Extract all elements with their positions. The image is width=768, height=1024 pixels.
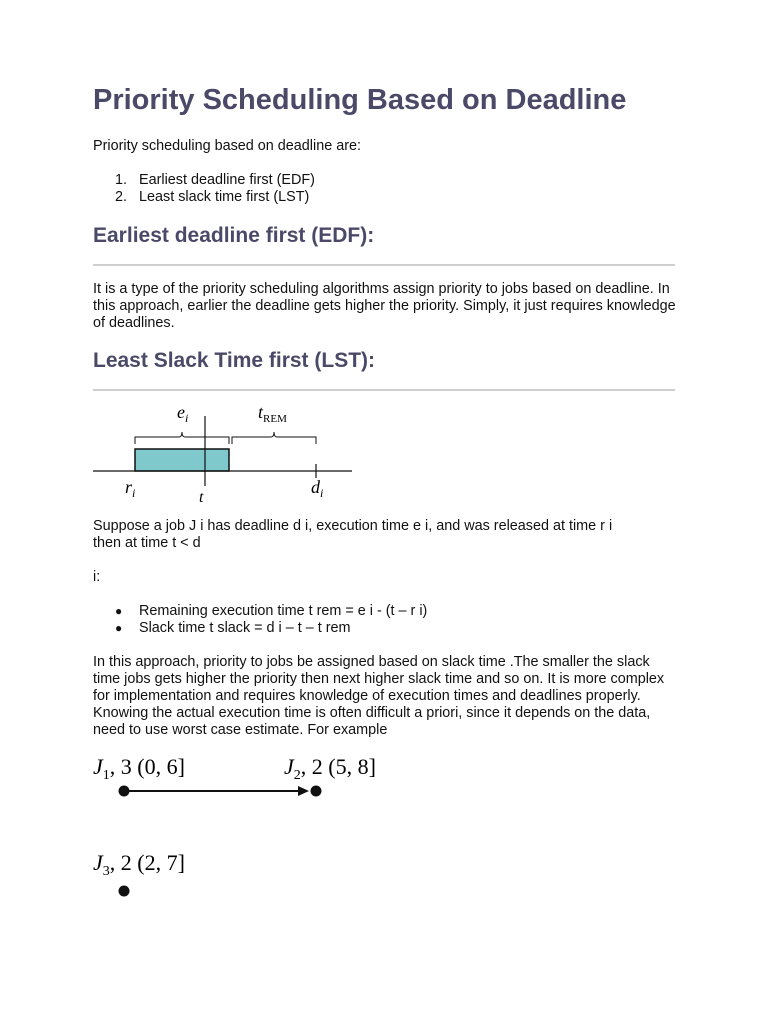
list-text: Earliest deadline first (EDF)	[139, 172, 315, 188]
job-j2-label: $J_2$, 2 (5, 8]	[284, 754, 376, 783]
list-number: 1.	[115, 172, 128, 188]
label-d: $d_i$	[311, 477, 324, 500]
list-number: 2.	[115, 189, 128, 205]
execution-brace	[135, 432, 229, 444]
label-t: t	[199, 489, 204, 506]
job-j3-node	[119, 886, 130, 897]
label-t-rem: $t_{REM}$	[258, 402, 287, 425]
job-j3-label: $J_3$, 2 (2, 7]	[93, 850, 185, 879]
edf-heading: Earliest deadline first (EDF):	[93, 224, 375, 247]
list-text: Remaining execution time t rem = e i - (t – r i)	[139, 603, 428, 619]
arrow-head-icon	[298, 786, 309, 796]
label-r: $r_i$	[125, 477, 136, 500]
page-title: Priority Scheduling Based on Deadline	[93, 84, 627, 116]
label-e: $e_i$	[177, 402, 189, 425]
edf-body: It is a type of the priority scheduling algorithms assign priority to jobs based on deadline. In this approach, earlier the deadline gets higher the priority. Simply, it just requires knowledge of deadlines.	[93, 281, 676, 331]
job-j1-label: $J_1$, 3 (0, 6]	[93, 754, 185, 783]
list-text: Slack time t slack = d i – t – t rem	[139, 620, 351, 636]
lst-para2: In this approach, priority to jobs be assigned based on slack time .The smaller the slack time jobs gets higher the priority then next higher slack time and so on. It is more complex for implementation and requires knowledge of execution times and deadlines properly. Knowing the actual execution time is often difficult a priori, since it depends on the data, need to use worst case estimate. For example	[93, 654, 665, 738]
job-j2-node	[311, 786, 322, 797]
intro-text: Priority scheduling based on deadline are:	[93, 138, 361, 154]
lst-para1-line2: then at time t < d	[93, 535, 201, 551]
lst-para1-line1: Suppose a job J i has deadline d i, execution time e i, and was released at time r i	[93, 518, 613, 534]
list-text: Least slack time first (LST)	[139, 189, 310, 205]
lst-para1-line3: i:	[93, 569, 101, 585]
lst-heading: Least Slack Time first (LST):	[93, 349, 376, 372]
bullet-icon: ●	[115, 604, 123, 618]
execution-bar	[135, 449, 229, 471]
bullet-icon: ●	[115, 621, 123, 635]
remaining-brace	[232, 432, 316, 444]
